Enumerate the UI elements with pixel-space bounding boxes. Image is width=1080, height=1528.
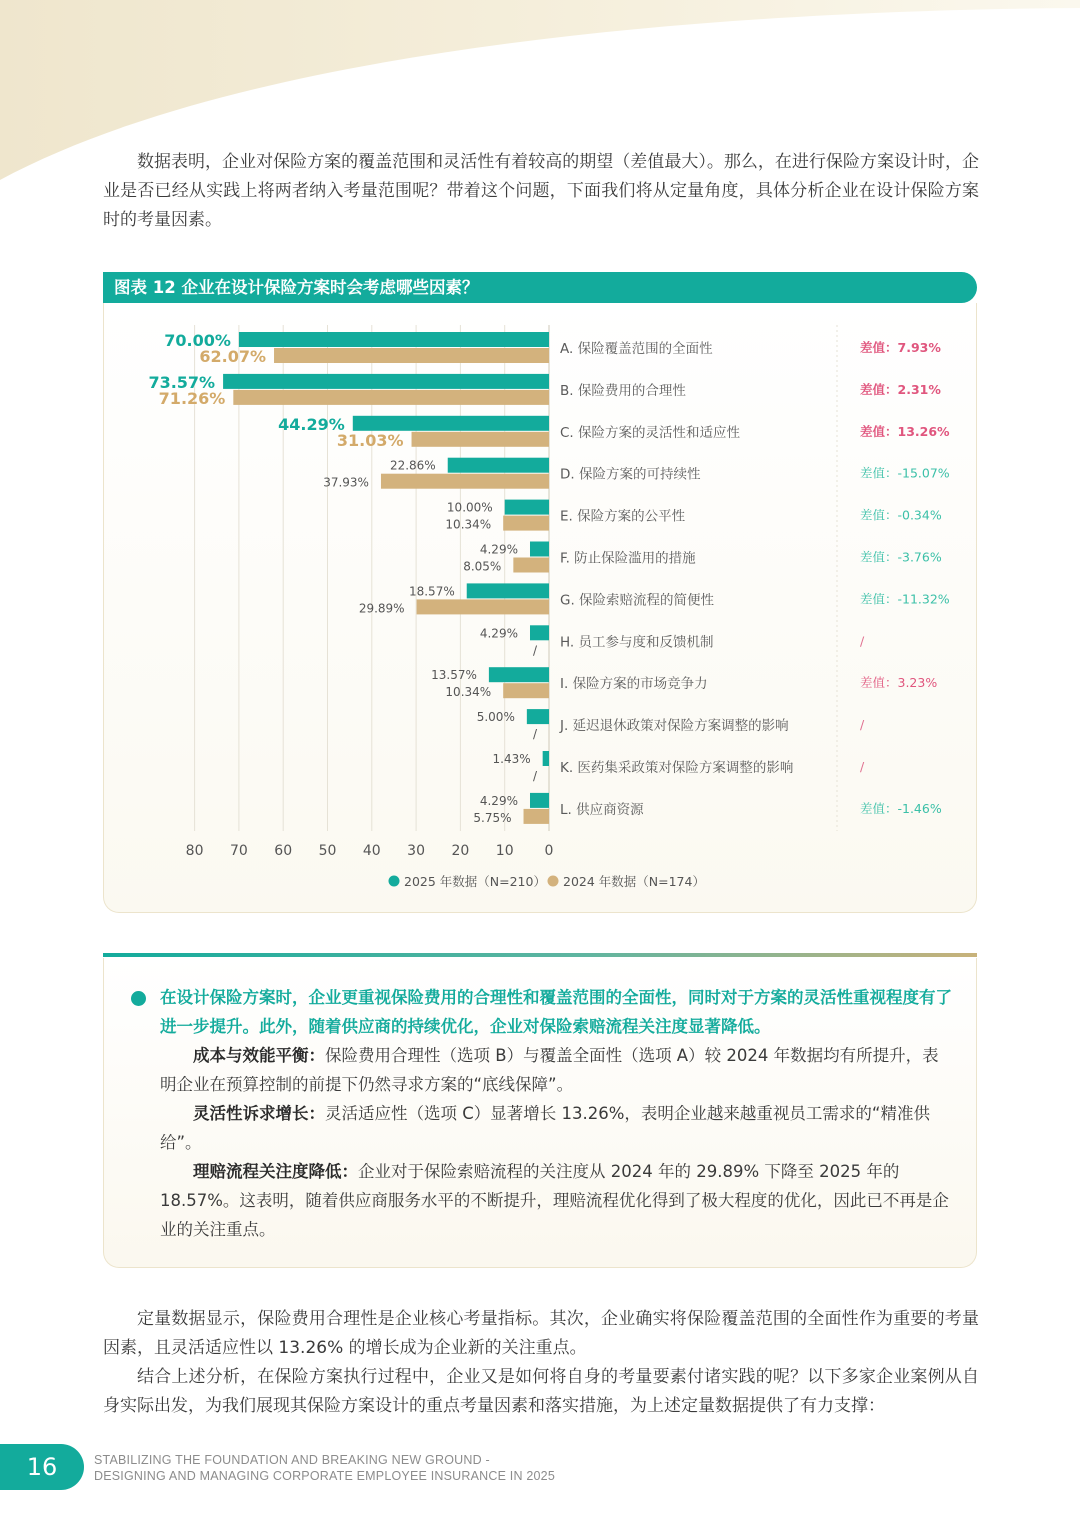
x-tick-label: 50 (318, 843, 337, 859)
x-tick-label: 70 (229, 843, 248, 859)
category-label: C. 保险方案的灵活性和适应性 (560, 424, 741, 441)
bar-2025 (223, 374, 549, 389)
bar-2024 (417, 599, 549, 614)
bar-2025 (543, 751, 549, 766)
data-label-2025: 73.57% (148, 372, 216, 392)
difference-label: 差值：-1.46% (860, 800, 942, 816)
bar-2024 (233, 390, 549, 405)
bar-2025 (448, 458, 549, 473)
factors-bar-chart (104, 303, 978, 913)
category-label: H. 员工参与度和反馈机制 (560, 634, 714, 651)
outro-paragraph-2: 结合上述分析，在保险方案执行过程中，企业又是如何将自身的考量要素付诸实践的呢？以下多家企业案例从自身实际出发，为我们展现其保险方案设计的重点考量因素和落实措施，为上述定量数据提供了有力支撑： (103, 1367, 979, 1416)
difference-label: 差值：-0.34% (860, 507, 942, 523)
data-label-2024: 29.89% (358, 601, 405, 616)
legend-marker-2025 (389, 876, 400, 887)
difference-label: 差值：3.23% (860, 675, 938, 691)
legend-label-2025: 2025 年数据（N=210） (404, 874, 546, 889)
difference-label: 差值：2.31% (860, 381, 941, 397)
bar-2025 (527, 709, 549, 724)
difference-label: 差值：-3.76% (860, 549, 942, 565)
data-label-2024: 62.07% (199, 347, 267, 366)
difference-label: / (860, 759, 865, 774)
bar-2025 (353, 416, 549, 431)
summary-point-text: 保险费用合理性（选项 B）与覆盖全面性（选项 A）较 2024 年数据均有所提升，表明企业在预算控制的前提下仍然寻求方案的“底线保障”。 (160, 1046, 939, 1094)
page-number: 16 (0, 1444, 84, 1490)
bar-2024 (412, 432, 549, 447)
summary-point-lead: 成本与效能平衡： (193, 1046, 325, 1065)
data-label-2024: 71.26% (158, 388, 226, 408)
category-label: A. 保险覆盖范围的全面性 (560, 341, 713, 357)
data-label-2024: 10.34% (445, 517, 492, 532)
data-label-2024: / (532, 643, 537, 658)
intro-paragraph (103, 148, 979, 235)
data-label-2025: 44.29% (278, 414, 345, 434)
x-tick-label: 0 (544, 843, 554, 859)
data-label-2024: / (532, 769, 537, 783)
data-label-2025: 1.43% (492, 752, 531, 766)
difference-label: / (860, 717, 865, 733)
outro-section (103, 1305, 979, 1421)
bar-2025 (467, 583, 549, 598)
difference-label: 差值：7.93% (860, 340, 941, 355)
data-label-2025: 22.86% (389, 458, 436, 473)
data-label-2024: / (532, 727, 537, 742)
bar-2025 (530, 625, 549, 640)
data-label-2024: 8.05% (463, 559, 502, 574)
difference-label: / (860, 633, 865, 649)
bar-2024 (503, 683, 549, 698)
summary-point-lead: 灵活性诉求增长： (193, 1104, 325, 1123)
data-label-2024: 10.34% (445, 685, 492, 700)
category-label: F. 防止保险滥用的措施 (560, 550, 696, 567)
x-tick-label: 60 (274, 843, 293, 859)
data-label-2025: 4.29% (479, 793, 518, 808)
bar-2024 (381, 474, 549, 489)
data-label-2025: 10.00% (446, 500, 493, 515)
category-label: B. 保险费用的合理性 (560, 382, 686, 399)
category-label: D. 保险方案的可持续性 (560, 466, 701, 483)
x-tick-label: 80 (185, 843, 204, 859)
category-label: I. 保险方案的市场竞争力 (560, 676, 708, 693)
data-label-2025: 70.00% (164, 331, 231, 350)
category-label: E. 保险方案的公平性 (560, 508, 686, 525)
data-label-2025: 5.00% (476, 710, 515, 725)
category-label: L. 供应商资源 (560, 801, 644, 818)
data-label-2025: 13.57% (431, 668, 477, 683)
category-label: J. 延迟退休政策对保险方案调整的影响 (560, 718, 789, 735)
x-tick-label: 40 (362, 843, 381, 859)
summary-point-text: 灵活适应性（选项 C）显著增长 13.26%，表明企业越来越重视员工需求的“精准供给”。 (160, 1104, 930, 1152)
footer-title (94, 1452, 555, 1484)
outro-paragraph-1: 定量数据显示，保险费用合理性是企业核心考量指标。其次，企业确实将保险覆盖范围的全面性作为重要的考量因素，且灵活适应性以 13.26% 的增长成为企业新的关注重点。 (103, 1309, 979, 1358)
bar-2024 (513, 558, 549, 573)
bar-2025 (239, 332, 549, 347)
summary-point-flexibility (160, 1099, 955, 1157)
bar-2025 (530, 542, 549, 557)
figure-title: 图表 12 企业在设计保险方案时会考虑哪些因素？ (114, 278, 479, 297)
section-divider (103, 953, 977, 957)
category-label: K. 医药集采政策对保险方案调整的影响 (560, 760, 794, 776)
data-label-2025: 4.29% (479, 626, 518, 641)
data-label-2024: 5.75% (473, 810, 512, 825)
difference-label: 差值：-15.07% (860, 465, 950, 481)
x-tick-label: 20 (451, 843, 470, 859)
bar-2025 (489, 667, 549, 682)
x-tick-label: 10 (495, 843, 514, 859)
summary-point-text: 企业对于保险索赔流程的关注度从 2024 年的 29.89% 下降至 2025 年的 18.57%。这表明，随着供应商服务水平的不断提升，理赔流程优化得到了极大程度的优化，因此已不再是企业的关注重点。 (160, 1162, 949, 1239)
chart-panel (103, 303, 977, 913)
data-label-2024: 37.93% (323, 475, 369, 490)
figure-title-bar (103, 272, 977, 303)
summary-headline: 在设计保险方案时，企业更重视保险费用的合理性和覆盖范围的全面性，同时对于方案的灵活性重视程度有了进一步提升。此外，随着供应商的持续优化，企业对保险索赔流程关注度显著降低。 (160, 988, 952, 1036)
data-label-2025: 18.57% (408, 584, 455, 599)
data-label-2024: 31.03% (336, 430, 404, 450)
data-label-2025: 4.29% (479, 542, 518, 557)
x-tick-label: 30 (407, 843, 426, 859)
difference-label: 差值：13.26% (860, 423, 950, 439)
bar-2025 (530, 793, 549, 808)
legend-label-2024: 2024 年数据（N=174） (563, 874, 705, 889)
bar-2024 (503, 516, 549, 531)
summary-point-cost (160, 1041, 955, 1099)
footer-line-2: DESIGNING AND MANAGING CORPORATE EMPLOYEE INSURANCE IN 2025 (94, 1469, 555, 1483)
intro-text: 数据表明，企业对保险方案的覆盖范围和灵活性有着较高的期望（差值最大）。那么，在进行保险方案设计时，企业是否已经从实践上将两者纳入考量范围呢？带着这个问题，下面我们将从定量角度，具体分析企业在设计保险方案时的考量因素。 (103, 152, 979, 230)
summary-point-lead: 理赔流程关注度降低： (193, 1162, 358, 1181)
bullet-dot-icon (131, 991, 146, 1006)
summary-panel (103, 958, 977, 1268)
bar-2024 (274, 348, 549, 363)
bar-2024 (524, 809, 549, 824)
summary-point-claims (160, 1157, 955, 1244)
legend-marker-2024 (548, 876, 559, 887)
category-label: G. 保险索赔流程的简便性 (560, 592, 715, 609)
bar-2025 (505, 500, 549, 515)
footer-line-1: STABILIZING THE FOUNDATION AND BREAKING NEW GROUND - (94, 1453, 490, 1467)
difference-label: 差值：-11.32% (860, 591, 950, 607)
